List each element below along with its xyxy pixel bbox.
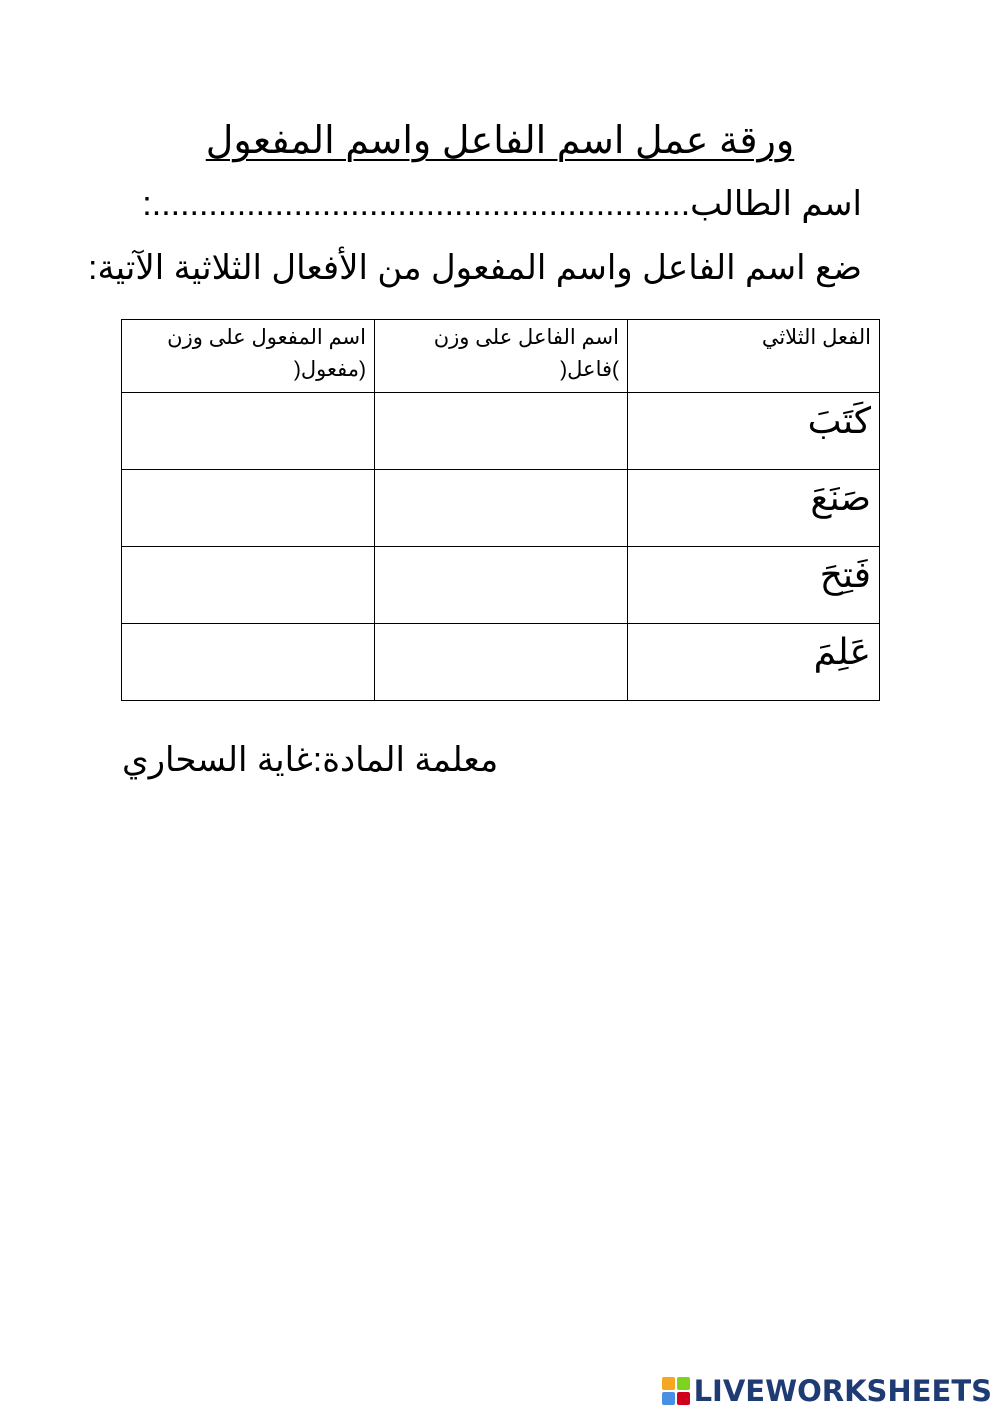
logo-text: LIVEWORKSHEETS — [693, 1374, 992, 1408]
table-row — [122, 547, 880, 624]
header-passive-participle: اسم المفعول على وزن (مفعول( — [122, 320, 375, 393]
header-active-participle: اسم الفاعل على وزن )فاعل( — [375, 320, 628, 393]
table-row — [122, 393, 880, 470]
passive-participle-answer-cell[interactable] — [122, 393, 375, 470]
logo-square — [677, 1392, 690, 1405]
active-participle-answer-cell[interactable] — [375, 624, 628, 701]
student-name-line: اسم الطالب.........................................................: — [142, 185, 862, 223]
active-participle-answer-cell[interactable] — [375, 393, 628, 470]
active-participle-answer-cell[interactable] — [375, 547, 628, 624]
header-trilateral-verb: الفعل الثلاثي — [628, 320, 880, 393]
instruction-text: ضع اسم الفاعل واسم المفعول من الأفعال الثلاثية الآتية: — [88, 249, 862, 287]
table-header-row — [122, 320, 880, 393]
table-row — [122, 470, 880, 547]
verb-cell: صَنَعَ — [628, 470, 880, 547]
table-row — [122, 624, 880, 701]
worksheet-title: ورقة عمل اسم الفاعل واسم المفعول — [205, 120, 795, 162]
passive-participle-answer-cell[interactable] — [122, 624, 375, 701]
verb-cell: فَتِحَ — [628, 547, 880, 624]
verb-cell: عَلِمَ — [628, 624, 880, 701]
logo-square — [662, 1377, 675, 1390]
passive-participle-answer-cell[interactable] — [122, 470, 375, 547]
teacher-line: معلمة المادة:غاية السحاري — [122, 741, 499, 779]
logo-square — [662, 1392, 675, 1405]
liveworksheets-logo-icon — [662, 1377, 690, 1405]
active-participle-answer-cell[interactable] — [375, 470, 628, 547]
liveworksheets-logo — [662, 1374, 992, 1408]
verbs-table — [121, 319, 880, 701]
passive-participle-answer-cell[interactable] — [122, 547, 375, 624]
logo-square — [677, 1377, 690, 1390]
verb-cell: كَتَبَ — [628, 393, 880, 470]
